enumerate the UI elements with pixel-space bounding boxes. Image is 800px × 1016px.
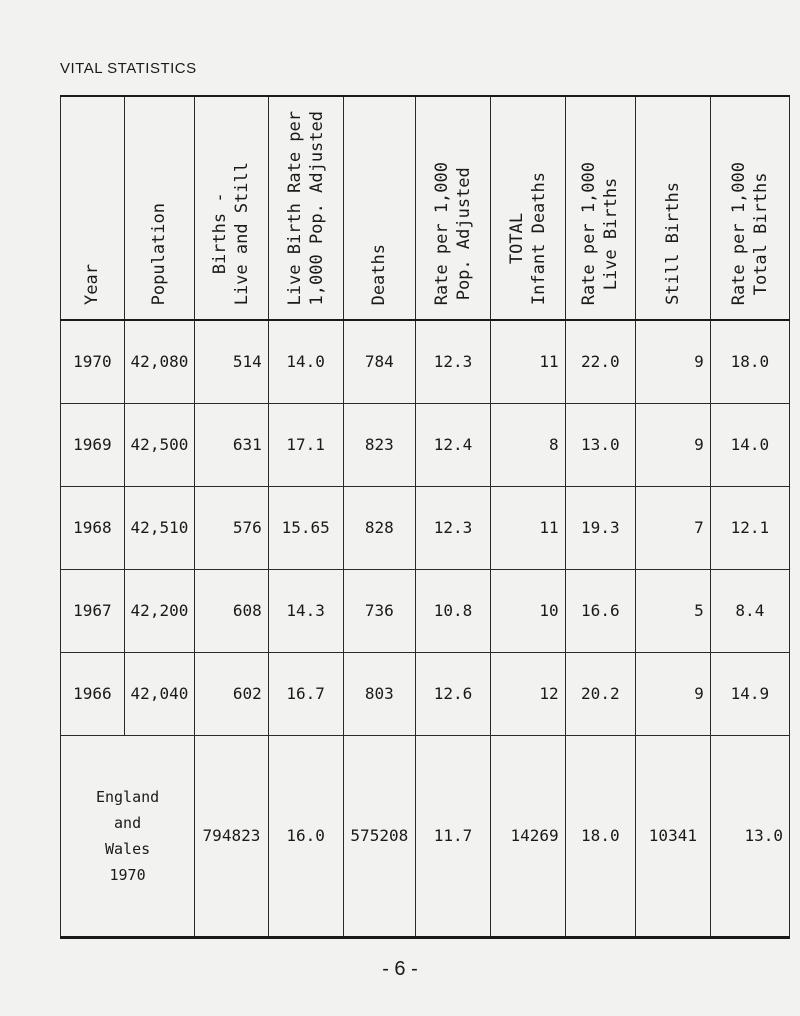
- cell-still-rate: 12.1: [710, 486, 789, 569]
- cell-births: 631: [195, 403, 269, 486]
- cell-death-rate: 12.3: [416, 486, 491, 569]
- vital-statistics-table: [60, 95, 790, 939]
- cell-still-births: 9: [636, 320, 711, 403]
- cell-year: 1970: [61, 320, 125, 403]
- summary-infant-deaths: 14269: [490, 735, 565, 937]
- cell-year: 1968: [61, 486, 125, 569]
- cell-infant-rate: 22.0: [565, 320, 635, 403]
- cell-still-rate: 14.0: [710, 403, 789, 486]
- cell-still-births: 7: [636, 486, 711, 569]
- cell-year: 1966: [61, 652, 125, 735]
- cell-year: 1969: [61, 403, 125, 486]
- cell-infant-deaths: 12: [490, 652, 565, 735]
- cell-live-birth-rate: 14.0: [268, 320, 343, 403]
- cell-deaths: 823: [343, 403, 416, 486]
- cell-infant-rate: 19.3: [565, 486, 635, 569]
- table-row: [61, 320, 790, 403]
- header-population: Population: [124, 96, 194, 320]
- cell-death-rate: 12.3: [416, 320, 491, 403]
- header-births: Births - Live and Still: [195, 96, 269, 320]
- table-row: [61, 569, 790, 652]
- cell-infant-rate: 13.0: [565, 403, 635, 486]
- cell-death-rate: 12.4: [416, 403, 491, 486]
- cell-population: 42,510: [124, 486, 194, 569]
- header-infant-deaths: TOTAL Infant Deaths: [490, 96, 565, 320]
- cell-infant-deaths: 11: [490, 486, 565, 569]
- header-live-birth-rate: Live Birth Rate per 1,000 Pop. Adjusted: [268, 96, 343, 320]
- cell-infant-deaths: 8: [490, 403, 565, 486]
- summary-still-rate: 13.0: [710, 735, 789, 937]
- table-row: [61, 652, 790, 735]
- cell-live-birth-rate: 17.1: [268, 403, 343, 486]
- header-deaths: Deaths: [343, 96, 416, 320]
- cell-still-rate: 18.0: [710, 320, 789, 403]
- cell-births: 602: [195, 652, 269, 735]
- cell-deaths: 736: [343, 569, 416, 652]
- cell-births: 514: [195, 320, 269, 403]
- cell-deaths: 828: [343, 486, 416, 569]
- page-number: - 6 -: [382, 958, 418, 980]
- summary-deaths: 575208: [343, 735, 416, 937]
- cell-live-birth-rate: 16.7: [268, 652, 343, 735]
- cell-still-rate: 8.4: [710, 569, 789, 652]
- cell-infant-rate: 16.6: [565, 569, 635, 652]
- header-year: Year: [61, 96, 125, 320]
- header-row: [61, 96, 790, 320]
- cell-death-rate: 12.6: [416, 652, 491, 735]
- cell-infant-deaths: 10: [490, 569, 565, 652]
- summary-label: England and Wales 1970: [61, 735, 195, 937]
- cell-infant-rate: 20.2: [565, 652, 635, 735]
- summary-live-birth-rate: 16.0: [268, 735, 343, 937]
- cell-still-births: 5: [636, 569, 711, 652]
- cell-infant-deaths: 11: [490, 320, 565, 403]
- cell-population: 42,080: [124, 320, 194, 403]
- table-row: [61, 403, 790, 486]
- summary-still-births: 10341: [636, 735, 711, 937]
- header-still-births: Still Births: [636, 96, 711, 320]
- header-infant-rate: Rate per 1,000 Live Births: [565, 96, 635, 320]
- cell-population: 42,500: [124, 403, 194, 486]
- cell-still-births: 9: [636, 652, 711, 735]
- cell-live-birth-rate: 15.65: [268, 486, 343, 569]
- cell-year: 1967: [61, 569, 125, 652]
- summary-infant-rate: 18.0: [565, 735, 635, 937]
- cell-deaths: 784: [343, 320, 416, 403]
- cell-deaths: 803: [343, 652, 416, 735]
- summary-row: [61, 735, 790, 937]
- cell-death-rate: 10.8: [416, 569, 491, 652]
- header-death-rate: Rate per 1,000 Pop. Adjusted: [416, 96, 491, 320]
- cell-still-births: 9: [636, 403, 711, 486]
- summary-death-rate: 11.7: [416, 735, 491, 937]
- cell-births: 576: [195, 486, 269, 569]
- header-still-rate: Rate per 1,000 Total Births: [710, 96, 789, 320]
- cell-births: 608: [195, 569, 269, 652]
- cell-population: 42,040: [124, 652, 194, 735]
- cell-population: 42,200: [124, 569, 194, 652]
- page-title: VITAL STATISTICS: [60, 60, 197, 77]
- cell-still-rate: 14.9: [710, 652, 789, 735]
- summary-births: 794823: [195, 735, 269, 937]
- table-row: [61, 486, 790, 569]
- cell-live-birth-rate: 14.3: [268, 569, 343, 652]
